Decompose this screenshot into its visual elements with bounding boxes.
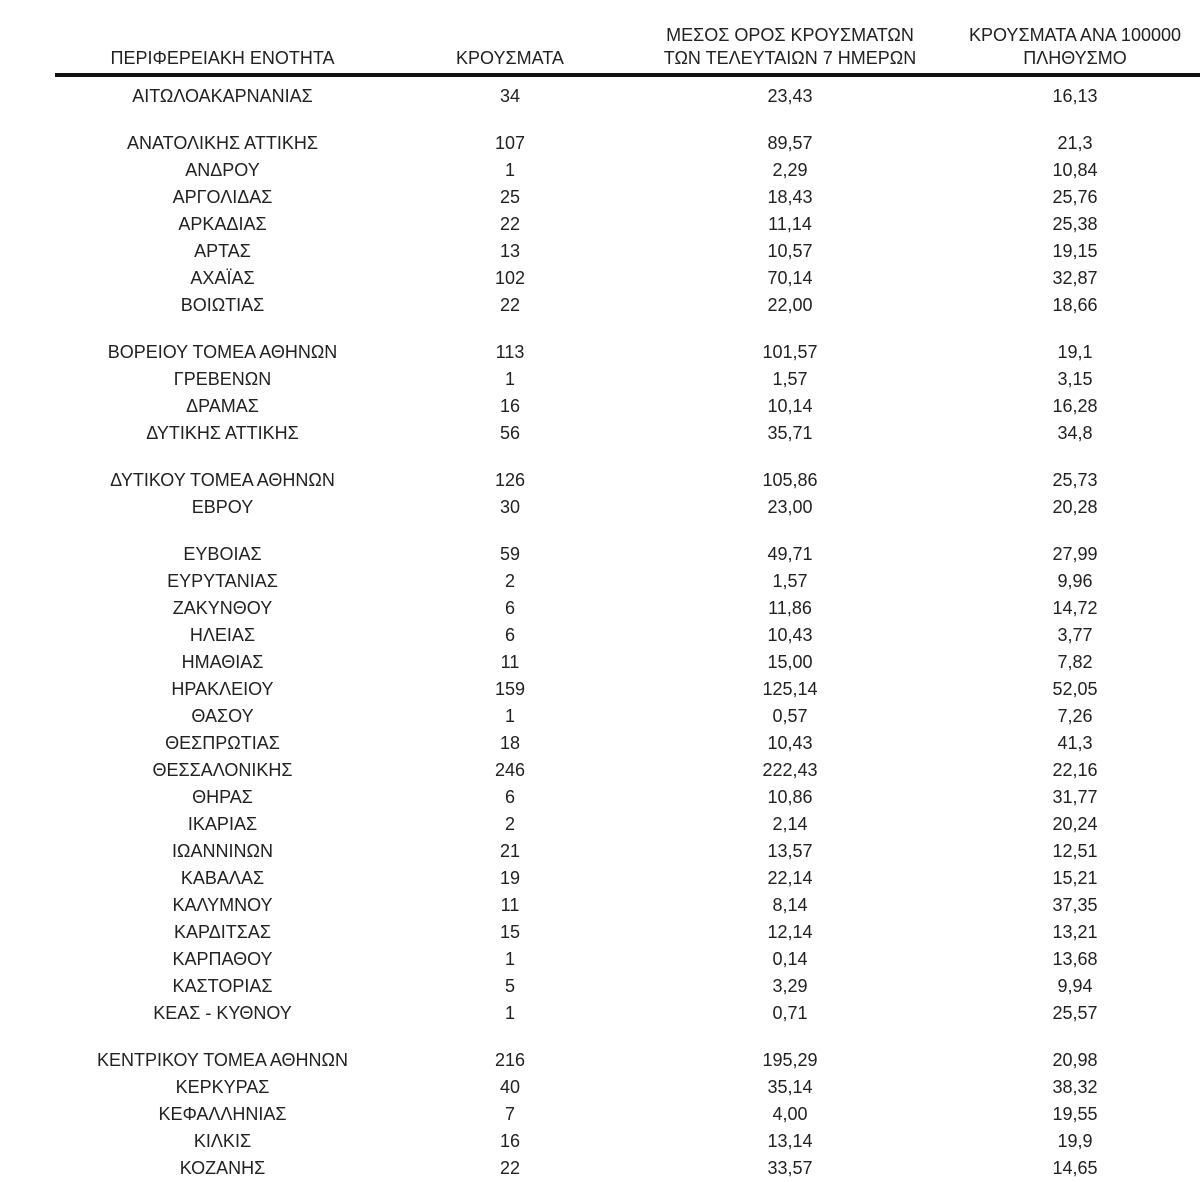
cell-region: ΘΕΣΠΡΩΤΙΑΣ (165, 733, 280, 753)
table-row (55, 1101, 1200, 1128)
table-row (55, 649, 1200, 676)
cell-cases: 1 (504, 706, 515, 726)
cell-per100k: 19,15 (1052, 241, 1098, 261)
cell-avg7: 11,14 (768, 214, 812, 234)
cell-avg7: 35,71 (767, 423, 813, 443)
cell-avg7: 8,14 (772, 895, 808, 915)
cell-avg7: 23,00 (767, 497, 813, 517)
cell-per100k: 16,13 (1052, 86, 1098, 106)
cell-avg7: 13,14 (767, 1131, 813, 1151)
cell-cases: 11 (500, 895, 520, 915)
cell-avg7: 0,14 (772, 949, 808, 969)
cell-region: ΕΥΡΥΤΑΝΙΑΣ (167, 571, 278, 591)
cell-cases: 102 (494, 268, 526, 288)
cell-per100k: 16,28 (1052, 396, 1098, 416)
cell-region: ΚΟΖΑΝΗΣ (179, 1158, 266, 1178)
cell-avg7: 1,57 (772, 369, 808, 389)
table-row (55, 973, 1200, 1000)
cell-per100k: 13,21 (1052, 922, 1098, 942)
cell-region: ΚΕΦΑΛΛΗΝΙΑΣ (158, 1104, 287, 1124)
cell-region: ΚΕΑΣ - ΚΥΘΝΟΥ (153, 1003, 292, 1023)
cell-avg7: 49,71 (767, 544, 813, 564)
cell-region: ΚΙΛΚΙΣ (193, 1131, 252, 1151)
table-row (55, 568, 1200, 595)
table-header (55, 24, 1200, 75)
table-row (55, 265, 1200, 292)
cell-per100k: 15,21 (1052, 868, 1098, 888)
table-row (55, 757, 1200, 784)
row-spacer-cell (55, 1027, 1200, 1047)
cell-per100k: 9,94 (1057, 976, 1093, 996)
table-row (55, 211, 1200, 238)
cell-per100k: 19,55 (1052, 1104, 1098, 1124)
cell-region: ΑΧΑΪΑΣ (190, 268, 255, 288)
cell-per100k: 38,32 (1052, 1077, 1098, 1097)
table-row (55, 130, 1200, 157)
cell-avg7: 11,86 (768, 598, 812, 618)
cell-avg7: 105,86 (762, 470, 818, 490)
cell-per100k: 32,87 (1052, 268, 1098, 288)
cell-cases: 21 (499, 841, 521, 861)
table-row (55, 838, 1200, 865)
cell-region: ΕΒΡΟΥ (191, 497, 254, 517)
cell-cases: 1 (504, 160, 515, 180)
cell-per100k: 14,72 (1052, 598, 1098, 618)
table-row (55, 946, 1200, 973)
cell-per100k: 10,84 (1052, 160, 1098, 180)
table-row (55, 1047, 1200, 1074)
table-row (55, 919, 1200, 946)
col-header-cases (390, 24, 630, 75)
cases-by-regional-unit-table (55, 24, 1200, 1182)
table-row (55, 541, 1200, 568)
cell-avg7: 101,57 (762, 342, 818, 362)
cell-avg7: 2,14 (772, 814, 808, 834)
cell-cases: 2 (504, 814, 515, 834)
cell-cases: 22 (499, 295, 521, 315)
col-header-regional-unit (55, 24, 390, 75)
cell-avg7: 12,14 (767, 922, 813, 942)
cell-cases: 246 (494, 760, 526, 780)
row-spacer (55, 1027, 1200, 1047)
table-row (55, 703, 1200, 730)
cell-per100k: 20,28 (1052, 497, 1098, 517)
cell-per100k: 20,24 (1052, 814, 1098, 834)
cell-avg7: 10,43 (767, 625, 813, 645)
cell-cases: 216 (494, 1050, 526, 1070)
col-header-7day-average-line1: ΜΕΣΟΣ ΟΡΟΣ ΚΡΟΥΣΜΑΤΩΝ (666, 25, 914, 45)
row-spacer (55, 521, 1200, 541)
cell-avg7: 3,29 (772, 976, 808, 996)
cell-per100k: 3,77 (1057, 625, 1093, 645)
cell-region: ΔΥΤΙΚΗΣ ΑΤΤΙΚΗΣ (146, 423, 299, 443)
table-row (55, 366, 1200, 393)
col-header-cases-label: ΚΡΟΥΣΜΑΤΑ (456, 48, 564, 68)
cell-region: ΑΡΚΑΔΙΑΣ (178, 214, 267, 234)
cell-per100k: 22,16 (1052, 760, 1098, 780)
cell-avg7: 4,00 (772, 1104, 808, 1124)
col-header-7day-average-line2: ΤΩΝ ΤΕΛΕΥΤΑΙΩΝ 7 ΗΜΕΡΩΝ (663, 48, 917, 68)
col-header-regional-unit-label: ΠΕΡΙΦΕΡΕΙΑΚΗ ΕΝΟΤΗΤΑ (110, 48, 335, 68)
cell-per100k: 52,05 (1052, 679, 1098, 699)
cell-per100k: 27,99 (1052, 544, 1098, 564)
cell-avg7: 35,14 (767, 1077, 813, 1097)
cell-per100k: 25,57 (1052, 1003, 1098, 1023)
cell-cases: 40 (499, 1077, 521, 1097)
cell-per100k: 9,96 (1057, 571, 1093, 591)
table-row (55, 292, 1200, 319)
cell-cases: 59 (499, 544, 521, 564)
cell-region: ΒΟΡΕΙΟΥ ΤΟΜΕΑ ΑΘΗΝΩΝ (107, 342, 338, 362)
cell-cases: 16 (499, 396, 521, 416)
cell-avg7: 2,29 (772, 160, 808, 180)
cell-cases: 7 (504, 1104, 515, 1124)
cell-region: ΚΑΒΑΛΑΣ (180, 868, 265, 888)
cell-cases: 16 (499, 1131, 521, 1151)
cell-avg7: 33,57 (767, 1158, 813, 1178)
cell-per100k: 25,73 (1052, 470, 1098, 490)
table-row (55, 865, 1200, 892)
table-row (55, 420, 1200, 447)
cell-cases: 6 (504, 625, 515, 645)
cell-region: ΑΡΓΟΛΙΔΑΣ (172, 187, 273, 207)
col-header-per-100000-line1: ΚΡΟΥΣΜΑΤΑ ΑΝΑ 100000 (969, 25, 1181, 45)
table-row (55, 184, 1200, 211)
cell-avg7: 0,71 (772, 1003, 808, 1023)
cell-avg7: 10,14 (767, 396, 813, 416)
cell-avg7: 10,57 (767, 241, 813, 261)
cases-table-wrap (55, 24, 1200, 1182)
cell-cases: 1 (504, 949, 515, 969)
row-spacer (55, 447, 1200, 467)
cell-per100k: 19,9 (1057, 1131, 1093, 1151)
row-spacer-cell (55, 319, 1200, 339)
cell-region: ΚΑΡΔΙΤΣΑΣ (174, 922, 271, 942)
cell-cases: 6 (504, 787, 515, 807)
cell-cases: 6 (504, 598, 515, 618)
cell-avg7: 89,57 (767, 133, 813, 153)
cell-cases: 30 (499, 497, 521, 517)
cell-per100k: 41,3 (1057, 733, 1093, 753)
cell-per100k: 13,68 (1052, 949, 1098, 969)
cell-avg7: 10,86 (767, 787, 813, 807)
table-row (55, 730, 1200, 757)
row-spacer (55, 110, 1200, 130)
table-row (55, 1000, 1200, 1027)
table-row (55, 75, 1200, 110)
cell-avg7: 125,14 (762, 679, 818, 699)
cell-cases: 159 (494, 679, 526, 699)
cell-cases: 56 (499, 423, 521, 443)
cell-region: ΚΑΣΤΟΡΙΑΣ (172, 976, 273, 996)
table-row (55, 811, 1200, 838)
row-spacer-cell (55, 521, 1200, 541)
cell-cases: 2 (504, 571, 515, 591)
cell-per100k: 31,77 (1052, 787, 1098, 807)
cell-region: ΗΡΑΚΛΕΙΟΥ (171, 679, 274, 699)
cell-cases: 1 (504, 1003, 515, 1023)
row-spacer-cell (55, 110, 1200, 130)
cell-per100k: 7,82 (1057, 652, 1093, 672)
cell-region: ΕΥΒΟΙΑΣ (183, 544, 262, 564)
cell-per100k: 7,26 (1057, 706, 1093, 726)
cell-region: ΗΛΕΙΑΣ (189, 625, 256, 645)
table-row (55, 467, 1200, 494)
cell-region: ΚΕΝΤΡΙΚΟΥ ΤΟΜΕΑ ΑΘΗΝΩΝ (96, 1050, 348, 1070)
table-row (55, 595, 1200, 622)
header-row (55, 24, 1200, 75)
cell-cases: 22 (499, 214, 521, 234)
table-row (55, 676, 1200, 703)
cell-per100k: 25,76 (1052, 187, 1098, 207)
cell-region: ΒΟΙΩΤΙΑΣ (180, 295, 265, 315)
table-row (55, 339, 1200, 366)
cell-cases: 107 (494, 133, 526, 153)
table-row (55, 1074, 1200, 1101)
cell-cases: 18 (499, 733, 521, 753)
cell-cases: 34 (499, 86, 521, 106)
cell-per100k: 14,65 (1052, 1158, 1098, 1178)
cell-avg7: 22,14 (767, 868, 813, 888)
cell-per100k: 21,3 (1057, 133, 1093, 153)
cell-per100k: 12,51 (1052, 841, 1098, 861)
cell-region: ΘΗΡΑΣ (192, 787, 253, 807)
cell-region: ΑΡΤΑΣ (194, 241, 251, 261)
cell-avg7: 22,00 (767, 295, 813, 315)
table-row (55, 494, 1200, 521)
col-header-7day-average (630, 24, 950, 75)
table-row (55, 157, 1200, 184)
cell-region: ΚΑΡΠΑΘΟΥ (172, 949, 273, 969)
cell-region: ΚΑΛΥΜΝΟΥ (172, 895, 273, 915)
cell-cases: 113 (495, 342, 525, 362)
col-header-per-100000-line2: ΠΛΗΘΥΣΜΟ (1023, 48, 1127, 68)
cell-cases: 126 (494, 470, 526, 490)
cell-cases: 22 (499, 1158, 521, 1178)
table-row (55, 1155, 1200, 1182)
table-row (55, 1128, 1200, 1155)
cell-avg7: 13,57 (767, 841, 813, 861)
cell-region: ΚΕΡΚΥΡΑΣ (175, 1077, 270, 1097)
cell-cases: 19 (499, 868, 521, 888)
cell-avg7: 0,57 (772, 706, 808, 726)
cell-region: ΙΚΑΡΙΑΣ (187, 814, 258, 834)
cell-region: ΗΜΑΘΙΑΣ (181, 652, 264, 672)
table-row (55, 622, 1200, 649)
table-row (55, 892, 1200, 919)
cell-cases: 13 (499, 241, 521, 261)
cell-region: ΔΡΑΜΑΣ (186, 396, 259, 416)
cell-avg7: 70,14 (767, 268, 813, 288)
col-header-per-100000 (950, 24, 1200, 75)
cell-per100k: 3,15 (1057, 369, 1093, 389)
cell-avg7: 18,43 (767, 187, 813, 207)
cell-avg7: 222,43 (762, 760, 818, 780)
cell-region: ΖΑΚΥΝΘΟΥ (172, 598, 273, 618)
cell-avg7: 15,00 (767, 652, 813, 672)
cell-region: ΓΡΕΒΕΝΩΝ (173, 369, 272, 389)
cell-region: ΔΥΤΙΚΟΥ ΤΟΜΕΑ ΑΘΗΝΩΝ (110, 470, 335, 490)
cell-cases: 11 (500, 652, 520, 672)
cell-per100k: 20,98 (1052, 1050, 1098, 1070)
cell-cases: 25 (499, 187, 521, 207)
table-row (55, 393, 1200, 420)
table-body (55, 75, 1200, 1182)
cell-per100k: 37,35 (1052, 895, 1098, 915)
row-spacer (55, 319, 1200, 339)
cell-region: ΘΕΣΣΑΛΟΝΙΚΗΣ (152, 760, 293, 780)
cell-per100k: 34,8 (1057, 423, 1093, 443)
cell-per100k: 19,1 (1057, 342, 1093, 362)
cell-avg7: 23,43 (767, 86, 813, 106)
cell-avg7: 195,29 (762, 1050, 818, 1070)
cell-cases: 5 (504, 976, 515, 996)
cell-avg7: 1,57 (772, 571, 808, 591)
cell-region: ΙΩΑΝΝΙΝΩΝ (172, 841, 273, 861)
cell-region: ΑΝΑΤΟΛΙΚΗΣ ΑΤΤΙΚΗΣ (127, 133, 318, 153)
cell-per100k: 18,66 (1052, 295, 1098, 315)
cell-per100k: 25,38 (1052, 214, 1098, 234)
cell-region: ΑΙΤΩΛΟΑΚΑΡΝΑΝΙΑΣ (132, 86, 313, 106)
cell-avg7: 10,43 (767, 733, 813, 753)
table-row (55, 784, 1200, 811)
cell-region: ΘΑΣΟΥ (191, 706, 254, 726)
cell-cases: 15 (499, 922, 521, 942)
row-spacer-cell (55, 447, 1200, 467)
cell-region: ΑΝΔΡΟΥ (185, 160, 260, 180)
table-row (55, 238, 1200, 265)
cell-cases: 1 (504, 369, 515, 389)
